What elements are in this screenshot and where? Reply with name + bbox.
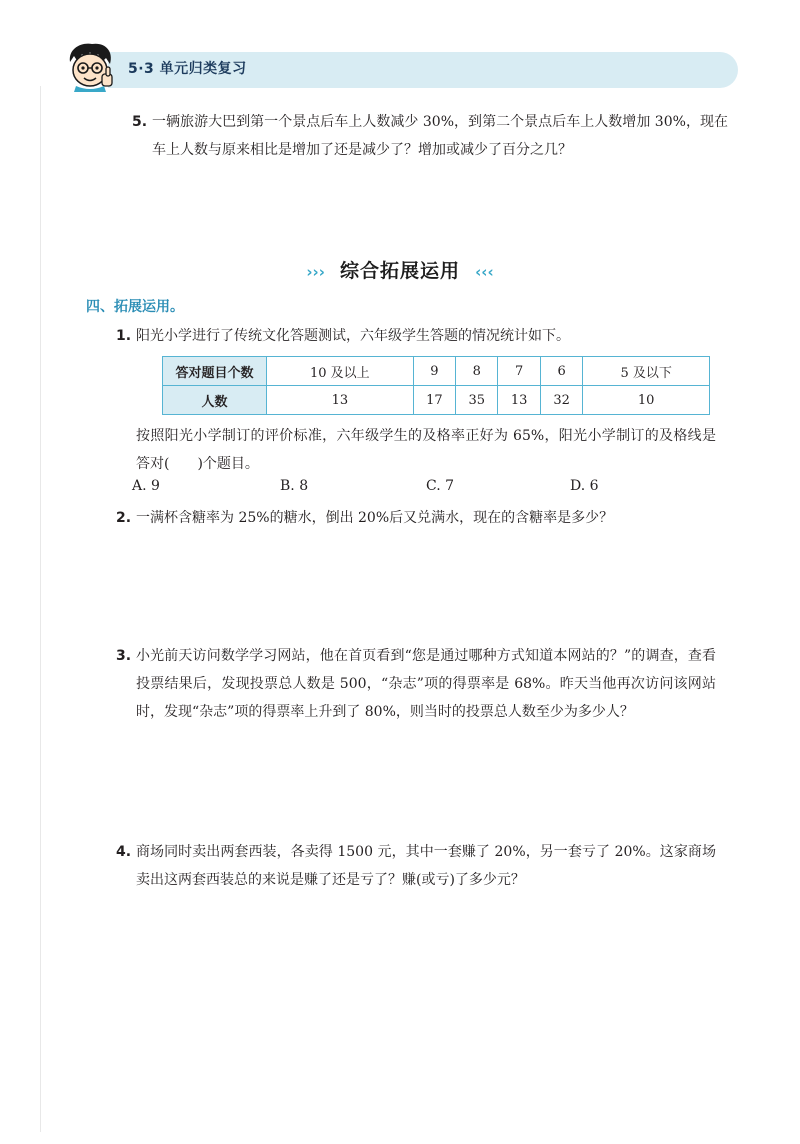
table-cell: 13 (267, 386, 414, 415)
question-1 (116, 322, 716, 350)
table-cell: 10 及以上 (267, 357, 414, 386)
question-text: 小光前天访问数学学习网站，他在首页看到“您是通过哪种方式知道本网站的？”的调查，查看投票结果后，发现投票总人数是 500，“杂志”项的得票率是 68%。昨天当他再次访问该网站时，发现“杂志”项的得票率上升到了 80%，则当时的投票总人数至少为多少人？ (136, 648, 716, 720)
table-cell: 6 (540, 357, 582, 386)
question-text: 阳光小学进行了传统文化答题测试，六年级学生答题的情况统计如下。 (136, 328, 570, 344)
answer-options (132, 478, 692, 502)
table-header-cell: 答对题目个数 (163, 357, 267, 386)
question-number: 5. (132, 114, 148, 130)
mascot-icon (62, 40, 118, 92)
table-cell: 10 (583, 386, 710, 415)
table-cell: 32 (540, 386, 582, 415)
table-cell: 13 (498, 386, 540, 415)
table-cell: 35 (456, 386, 498, 415)
page-margin-line (40, 86, 41, 1132)
table-row (163, 357, 710, 386)
option-b[interactable]: B. 8 (280, 478, 309, 494)
question-text: 一满杯含糖率为 25%的糖水，倒出 20%后又兑满水，现在的含糖率是多少？ (136, 510, 614, 526)
question-1-followup (116, 422, 716, 478)
option-a[interactable]: A. 9 (132, 478, 160, 494)
option-d[interactable]: D. 6 (570, 478, 599, 494)
chevrons-left-icon: ‹‹‹ (475, 263, 494, 281)
table-cell: 9 (413, 357, 455, 386)
section-banner (0, 256, 800, 286)
question-number: 2. (116, 510, 132, 526)
stats-table (162, 356, 710, 415)
question-text: 商场同时卖出两套西装，各卖得 1500 元，其中一套赚了 20%，另一套亏了 20%。这家商场卖出这两套西装总的来说是赚了还是亏了？赚(或亏)了多少元？ (136, 844, 716, 888)
table-cell: 7 (498, 357, 540, 386)
table-cell: 8 (456, 357, 498, 386)
part-heading: 四、拓展运用。 (86, 299, 184, 315)
table-cell: 17 (413, 386, 455, 415)
table-row (163, 386, 710, 415)
question-2 (116, 504, 716, 532)
question-5 (132, 108, 728, 164)
table-header-cell: 人数 (163, 386, 267, 415)
header-title: 5·3 单元归类复习 (128, 61, 247, 77)
question-4 (116, 838, 716, 894)
option-c[interactable]: C. 7 (426, 478, 455, 494)
question-3 (116, 642, 716, 726)
table-cell: 5 及以下 (583, 357, 710, 386)
question-number: 1. (116, 328, 132, 344)
question-number: 3. (116, 648, 132, 664)
section-title: 综合拓展运用 (339, 260, 460, 282)
question-text: 一辆旅游大巴到第一个景点后车上人数减少 30%，到第二个景点后车上人数增加 30%，现在车上人数与原来相比是增加了还是减少了？增加或减少了百分之几？ (152, 114, 728, 158)
question-text: 按照阳光小学制订的评价标准，六年级学生的及格率正好为 65%，阳光小学制订的及格线是答对( )个题目。 (136, 428, 716, 472)
question-number: 4. (116, 844, 132, 860)
chevrons-right-icon: ››› (306, 263, 325, 281)
